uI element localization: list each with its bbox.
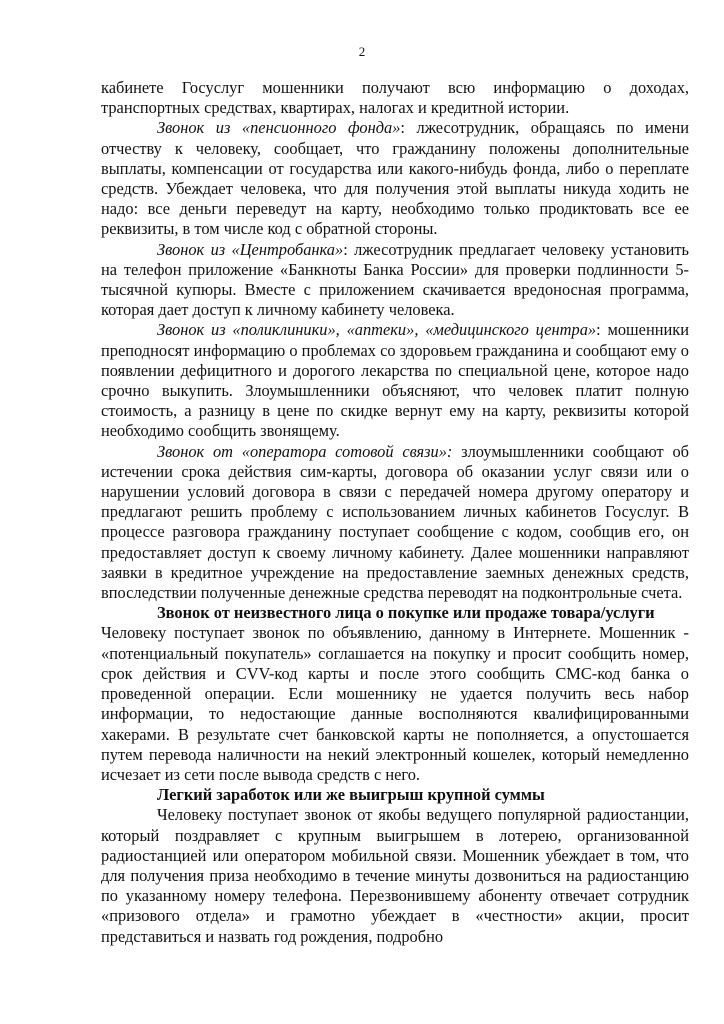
page-number: 2 bbox=[358, 44, 366, 59]
paragraph-mobile-operator-call bbox=[101, 442, 689, 604]
section-body-easy-money: Человеку поступает звонок от якобы ведущего популярной радиостанции, который поздравляет с крупным выигрышем в лотерею, организованной радиостанцией или оператором мобильной связи. Мошенник убеждает в том, что для получения приза необходимо в течение минуты дозвониться на радиостанцию по указанному номеру телефона. Перезвонившему абоненту отвечает сотрудник «призового отдела» и грамотно убеждает в «честности» акции, просит представиться и назвать год рождения, подробно bbox=[101, 805, 689, 946]
paragraph-text: : мошенники преподносят информацию о проблемах со здоровьем гражданина и сообщают ему о появлении дефицитного и дорогого лекарства по специальной цене, которое надо срочно выкупить. Злоумышленники объясняют, что человек платит полную стоимость, а разницу в цене по скидке вернут ему на карту, реквизиты которой необходимо сообщить звонящему. bbox=[101, 320, 689, 441]
paragraph-lead: Звонок из «Центробанка» bbox=[157, 239, 344, 259]
paragraph-intro bbox=[101, 78, 689, 118]
document-body bbox=[101, 78, 689, 947]
paragraph-lead: Звонок из «пенсионного фонда» bbox=[157, 118, 401, 138]
section-heading-easy-money: Легкий заработок или же выигрыш крупной суммы bbox=[157, 785, 545, 805]
paragraph-text: : лжесотрудник, обращаясь по имени отчеству к человеку, сообщает, что гражданину положены дополнительные выплаты, компенсации от государства или какого-нибудь фонда, либо о переплате средств. Убеждает человека, что для получения этой выплаты никуда ходить не надо: все деньги переведут на карту, необходимо только продиктовать все ее реквизиты, в том числе код с обратной стороны. bbox=[101, 118, 689, 239]
paragraph-text: кабинете Госуслуг мошенники получают всю информацию о доходах, транспортных средствах, квартирах, налогах и кредитной истории. bbox=[101, 78, 689, 118]
paragraph-clinic-call bbox=[101, 320, 689, 441]
paragraph-central-bank-call bbox=[101, 240, 689, 321]
section-body-purchase-call: Человеку поступает звонок по объявлению, данному в Интернете. Мошенник - «потенциальный покупатель» соглашается на покупку и просит сообщить номер, срок действия и CVV-код карты и после этого сообщить СМС-код банка о проведенной операции. Если мошеннику не удается получить весь набор информации, то недостающие данные восполняются квалифицированными хакерами. В результате счет банковской карты не пополняется, а опустошается путем перевода наличности на некий электронный кошелек, который немедленно исчезает из сети после вывода средств с него. bbox=[101, 623, 689, 784]
paragraph-lead: Звонок из «поликлиники», «аптеки», «медицинского центра» bbox=[157, 320, 597, 340]
section-heading-purchase-call: Звонок от неизвестного лица о покупке или продаже товара/услуги bbox=[157, 603, 655, 623]
paragraph-text: : лжесотрудник предлагает человеку установить на телефон приложение «Банкноты Банка России» для проверки подлинности 5-тысячной купюры. Вместе с приложением скачивается вредоносная программа, которая дает доступ к личному кабинету человека. bbox=[101, 239, 689, 320]
paragraph-lead: Звонок от «оператора сотовой связи»: bbox=[157, 441, 453, 461]
paragraph-pension-fund-call bbox=[101, 118, 689, 239]
paragraph-text: злоумышленники сообщают об истечении срока действия сим-карты, договора об оказании услуг связи или о нарушении условий договора в связи с передачей номера другому оператору и предлагают решить проблему с использованием личных кабинетов Госуслуг. В процессе разговора гражданину поступает сообщение с кодом, сообщив его, он предоставляет доступ к своему личному кабинету. Далее мошенники направляют заявки в кредитное учреждение на предоставление заемных денежных средств, впоследствии полученные денежные средства переводят на подконтрольные счета. bbox=[101, 441, 689, 603]
